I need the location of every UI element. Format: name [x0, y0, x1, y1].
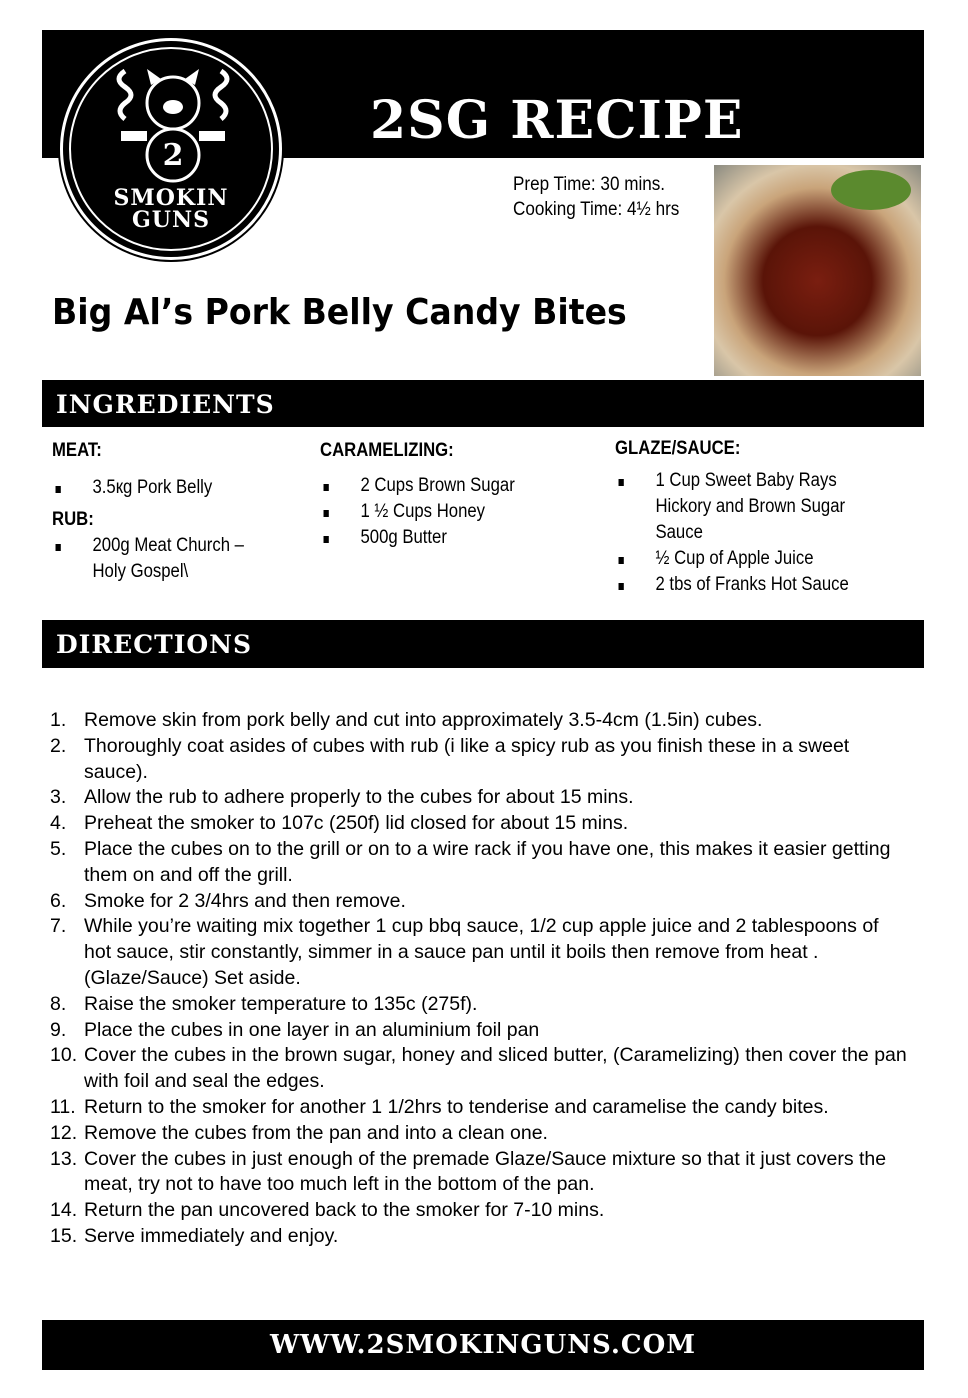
step-text: Raise the smoker temperature to 135c (275f). [84, 992, 478, 1015]
step-number: 7. [50, 915, 67, 938]
logo-word-guns: GUNS [132, 207, 210, 233]
ingredient-item: 2 tbs of Franks Hot Sauce [615, 572, 857, 598]
directions-heading: DIRECTIONS [56, 630, 253, 659]
directions-bar [42, 620, 924, 668]
direction-step [50, 1121, 910, 1147]
website-link[interactable]: WWW.2SMOKINGUNS.COM [269, 1330, 697, 1360]
step-text: Cover the cubes in the brown sugar, honey and sliced butter, (Caramelizing) then cover the pan with foil and seal the edges. [84, 1044, 907, 1093]
step-number: 5. [50, 837, 67, 860]
step-text: Return to the smoker for another 1 1/2hrs to tenderise and caramelise the candy bites. [84, 1095, 829, 1118]
direction-step [50, 1198, 910, 1224]
step-number: 12. [50, 1121, 78, 1144]
smokin-guns-logo [60, 38, 282, 260]
footer-bar [42, 1320, 924, 1370]
direction-step [50, 914, 910, 991]
meat-heading: MEAT: [52, 440, 102, 461]
direction-step [50, 1018, 910, 1044]
rub-heading: RUB: [52, 509, 94, 530]
step-text: Return the pan uncovered back to the smoker for 7-10 mins. [84, 1199, 605, 1222]
ingredient-item: 200g Meat Church – Holy Gospel\ [52, 533, 263, 585]
glaze-heading: GLAZE/SAUCE: [615, 438, 741, 459]
step-number: 9. [50, 1018, 67, 1041]
direction-step [50, 889, 910, 915]
logo-word-smokin: SMOKIN [113, 185, 229, 211]
caramelizing-column [320, 440, 584, 551]
ingredient-item: 3.5кg Pork Belly [52, 475, 290, 501]
pig-icon [103, 61, 243, 191]
step-text: Smoke for 2 3/4hrs and then remove. [84, 889, 406, 912]
direction-step [50, 992, 910, 1018]
caramelizing-heading: CARAMELIZING: [320, 440, 454, 461]
step-text: While you’re waiting mix together 1 cup bbq sauce, 1/2 cup apple juice and 2 tablespoons of hot sauce, stir constantly, simmer in a sauce pan until it boils then remove from heat . (Glaze/Sauce) Set aside. [84, 915, 879, 989]
directions-list [50, 708, 910, 1250]
step-text: Place the cubes on to the grill or on to a wire rack if you have one, this makes it easier getting them on and off the grill. [84, 837, 891, 886]
time-info [513, 172, 679, 222]
recipe-name: Big Al’s Pork Belly Candy Bites [52, 292, 627, 333]
step-text: Preheat the smoker to 107c (250f) lid closed for about 15 mins. [84, 812, 629, 835]
direction-step [50, 1095, 910, 1121]
direction-step [50, 1224, 910, 1250]
direction-step [50, 734, 910, 786]
step-text: Remove the cubes from the pan and into a clean one. [84, 1121, 548, 1144]
dish-photo [714, 165, 921, 376]
step-number: 6. [50, 889, 67, 912]
step-text: Remove skin from pork belly and cut into approximately 3.5-4cm (1.5in) cubes. [84, 709, 763, 731]
step-number: 4. [50, 812, 67, 835]
ingredients-heading: INGREDIENTS [56, 390, 275, 419]
step-number: 10. [50, 1044, 78, 1067]
step-number: 8. [50, 992, 67, 1015]
step-number: 15. [50, 1224, 78, 1247]
step-number: 1. [50, 709, 67, 731]
ingredient-item: 1 ½ Cups Honey [320, 499, 584, 525]
step-number: 13. [50, 1147, 78, 1170]
cooking-time: Cooking Time: 4½ hrs [513, 199, 680, 220]
step-number: 2. [50, 734, 67, 757]
ingredient-item: 2 Cups Brown Sugar [320, 473, 584, 499]
step-number: 11. [50, 1095, 76, 1118]
svg-text:2: 2 [162, 138, 184, 173]
step-text: Place the cubes in one layer in an aluminium foil pan [84, 1018, 540, 1041]
direction-step [50, 1043, 910, 1095]
step-text: Cover the cubes in just enough of the premade Glaze/Sauce mixture so that it just covers the meat, try not to have too much left in the bottom of the pan. [84, 1147, 887, 1196]
page-title: 2SG RECIPE [370, 90, 744, 151]
step-number: 14. [50, 1199, 78, 1222]
ingredient-item: ½ Cup of Apple Juice [615, 546, 857, 572]
ingredient-item: 1 Cup Sweet Baby Rays Hickory and Brown Sugar Sauce [615, 468, 857, 546]
meat-rub-column [52, 440, 290, 585]
direction-step [50, 811, 910, 837]
ingredients-bar [42, 380, 924, 427]
glaze-column [615, 438, 879, 598]
ingredient-item: 500g Butter [320, 525, 584, 551]
step-text: Allow the rub to adhere properly to the cubes for about 15 mins. [84, 786, 634, 809]
direction-step [50, 785, 910, 811]
direction-step [50, 1147, 910, 1199]
direction-step [50, 708, 910, 734]
step-number: 3. [50, 786, 67, 809]
step-text: Thoroughly coat asides of cubes with rub (i like a spicy rub as you finish these in a sweet sauce). [84, 734, 850, 783]
step-text: Serve immediately and enjoy. [84, 1224, 339, 1247]
direction-step [50, 837, 910, 889]
prep-time: Prep Time: 30 mins. [513, 174, 666, 195]
